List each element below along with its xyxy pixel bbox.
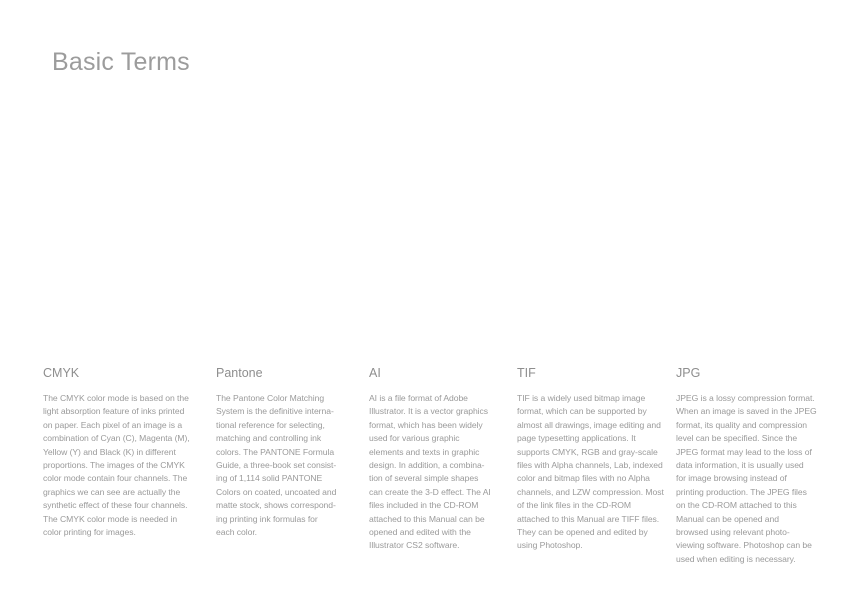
term-heading-cmyk: CMYK [43, 366, 80, 380]
term-description-tif: TIF is a widely used bitmap image format, which can be supported by almost all drawings, image editing and page typesetting applications. It supports CMYK, RGB and gray-scale files with Alpha channels, Lab, indexed color and bitmap files with no Alpha channels, and LZW compression. Most of the link files in the CD-ROM attached to this Manual are TIFF files. They can be opened and edited by using Photoshop. [517, 393, 664, 551]
term-description-jpg: JPEG is a lossy compression format. When an image is saved in the JPEG format, its quality and compression level can be specified. Since the JPEG format may lead to the loss of data information, it is usually used for image browsing instead of printing production. The JPEG files on the CD-ROM attached to this Manual can be opened and browsed using relevant photo- viewing software. Photoshop can be used when editing is necessary. [676, 393, 817, 564]
term-heading-tif: TIF [517, 366, 536, 380]
term-column-tif [517, 364, 669, 553]
term-heading-jpg: JPG [676, 366, 701, 380]
term-heading-pantone: Pantone [216, 366, 263, 380]
term-description-cmyk: The CMYK color mode is based on the light absorption feature of inks printed on paper. Each pixel of an image is a combination of Cyan (C), Magenta (M), Yellow (Y) and Black (K) in different proportions. The images of the CMYK color mode contain four channels. The graphics we can see are actually the synthetic effect of these four channels. The CMYK color mode is needed in color printing for images. [43, 393, 190, 538]
term-description-ai: AI is a file format of Adobe Illustrator. It is a vector graphics format, which has been widely used for various graphic elements and texts in graphic design. In addition, a combina- tion of several simple shapes can create the 3-D effect. The AI files included in the CD-ROM attached to this Manual can be opened and edited with the Illustrator CS2 software. [369, 393, 491, 551]
page-title: Basic Terms [52, 48, 190, 76]
term-description-pantone: The Pantone Color Matching System is the definitive interna- tional reference for selecting, matching and controlling ink colors. The PANTONE Formula Guide, a three-book set consist- ing of 1,114 solid PANTONE Colors on coated, uncoated and matte stock, shows correspond- ing printing ink formulas for each color. [216, 393, 337, 538]
term-column-jpg [676, 364, 821, 566]
term-column-pantone [216, 364, 351, 539]
term-column-ai [369, 364, 504, 553]
term-heading-ai: AI [369, 366, 381, 380]
term-column-cmyk [43, 364, 203, 539]
